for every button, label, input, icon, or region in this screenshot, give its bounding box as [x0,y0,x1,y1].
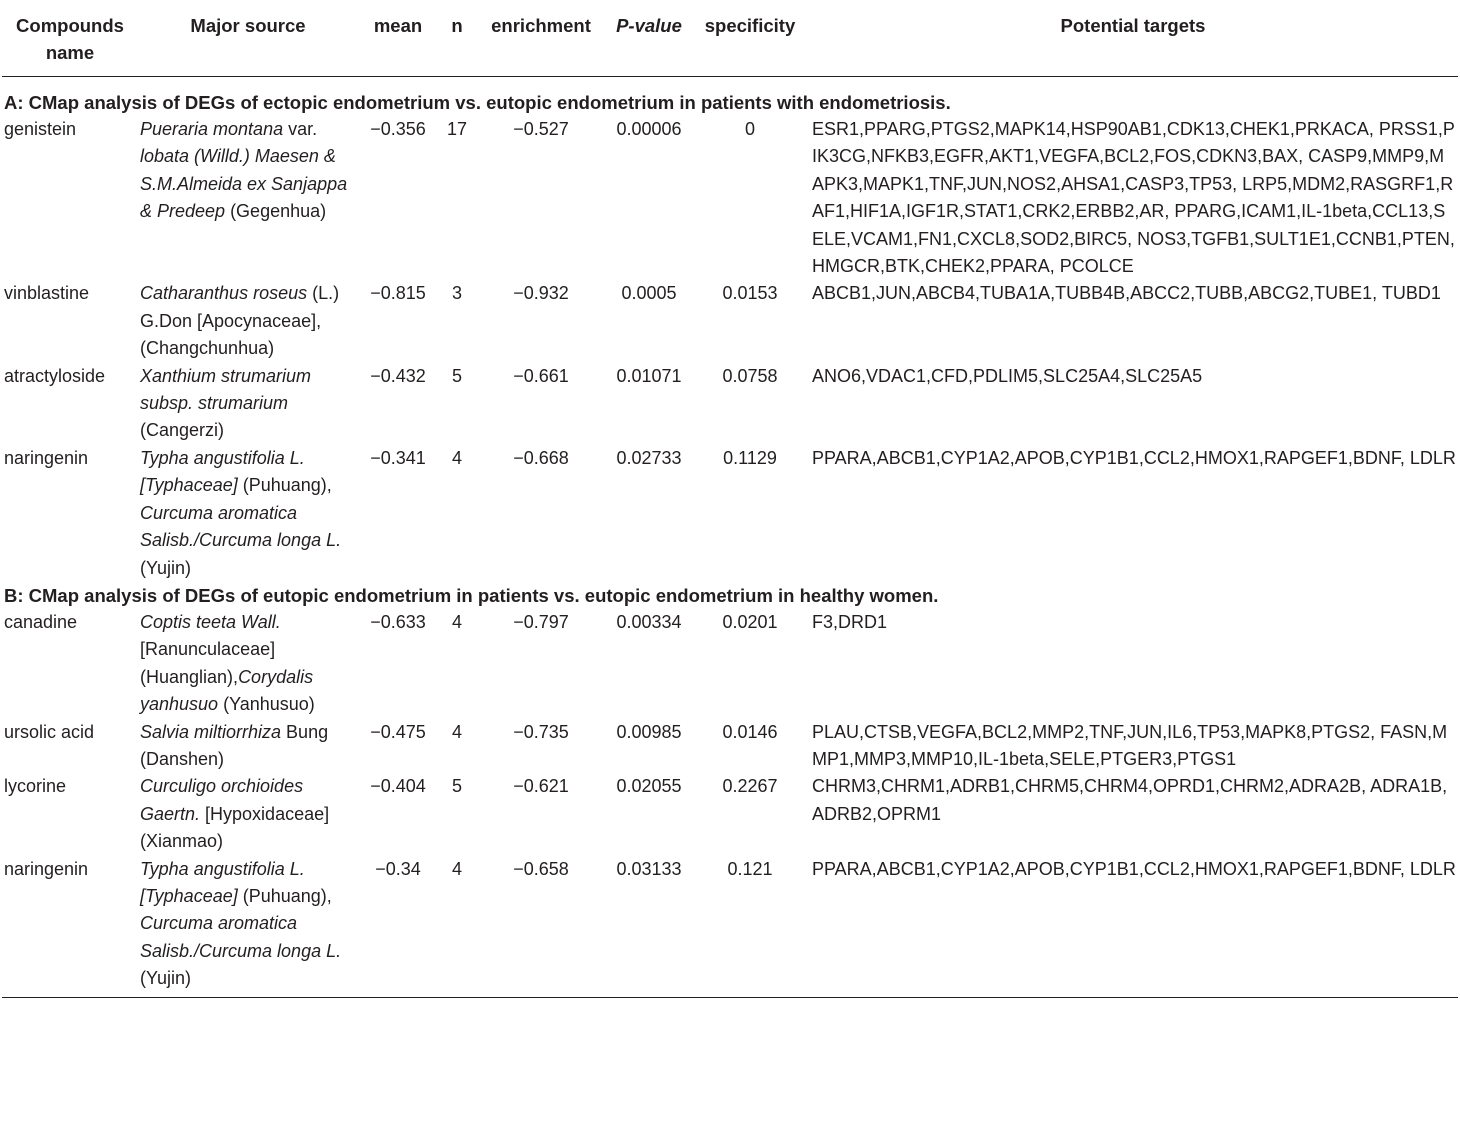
source-italic: Pueraria montana [140,119,284,139]
source-text: (Puhuang), [237,475,332,496]
major-source [138,445,358,582]
mean-value: −0.356 [370,119,426,139]
header-pvalue: P-value [616,15,682,36]
enrichment-value: −0.658 [513,858,569,879]
compound-name: atractyloside [4,365,106,386]
enrichment-value: −0.621 [513,776,569,797]
specificity-value: 0.2267 [722,776,778,797]
source-text: (Yujin) [140,968,192,989]
potential-targets: PLAU,CTSB,VEGFA,BCL2,MMP2,TNF,JUN,IL6,TP53,MAPK8,PTGS2, FASN,MMP1,MMP3,MMP10,IL-1beta,SELE,PTGER3,PTGS1 [812,721,1448,769]
mean-value: −0.475 [370,721,426,742]
section-b-heading-row [2,582,1458,609]
specificity-value: 0.0146 [722,721,778,742]
pvalue-value: 0.0005 [621,283,677,304]
potential-targets: PPARA,ABCB1,CYP1A2,APOB,CYP1B1,CCL2,HMOX1,RAPGEF1,BDNF, LDLR [812,858,1456,879]
specificity-value: 0.121 [727,858,773,879]
potential-targets: ABCB1,JUN,ABCB4,TUBA1A,TUBB4B,ABCC2,TUBB,ABCG2,TUBE1, TUBD1 [812,283,1441,304]
potential-targets: F3,DRD1 [812,611,888,632]
enrichment-value: −0.735 [513,721,569,742]
mean-value: −0.404 [370,776,426,797]
major-source [138,280,358,362]
source-italic: Typha angustifolia L. [Typhaceae] [140,447,305,496]
source-italic: Catharanthus roseus [140,283,308,304]
source-text: (Gegenhua) [225,201,327,222]
specificity-value: 0.0153 [722,283,778,304]
n-value: 5 [451,365,462,386]
pvalue-value: 0.02733 [616,447,682,468]
specificity-value: 0 [744,119,755,139]
major-source [138,719,358,774]
header-enrichment: enrichment [491,15,591,36]
header-mean: mean [373,15,423,36]
section-a-heading-row [2,77,1458,117]
compound-name: ursolic acid [4,721,95,742]
table-row [2,856,1458,998]
mean-value: −0.341 [370,447,426,468]
n-value: 4 [451,858,462,879]
potential-targets: ESR1,PPARG,PTGS2,MAPK14,HSP90AB1,CDK13,CHEK1,PRKACA, PRSS1,PIK3CG,NFKB3,EGFR,AKT1,VEGFA,BCL2,FOS,CDKN3,BAX, CASP9,MMP9,MAPK3,MAPK1,TNF,JUN,NOS2,AHSA1,CASP3,TP53, LRP5,MDM2,RASGRF1,RAF1,HIF1A,IGF1R,STAT1,CRK2,ERBB2,AR, PPARG,ICAM1,IL-1beta,CCL13,SELE,VCAM1,FN1,CXCL8,SOD2,BIRC5, NOS3,TGFB1,SULT1E1,CCNB1,PTEN,HMGCR,BTK,CHEK2,PPARA, PCOLCE [812,119,1455,277]
enrichment-value: −0.668 [513,447,569,468]
pvalue-value: 0.00334 [616,611,682,632]
mean-value: −0.815 [370,283,426,304]
source-italic: Salvia miltiorrhiza [140,721,282,742]
source-text: (L.) G.Don [Apocynaceae], (Changchunhua) [140,283,340,359]
source-text: [Hypoxidaceae] (Xianmao) [140,803,330,852]
source-text: (Yujin) [140,557,192,578]
pvalue-value: 0.02055 [616,776,682,797]
source-text: (Puhuang), [237,885,332,906]
enrichment-value: −0.797 [513,611,569,632]
pvalue-value: 0.00006 [616,119,682,139]
pvalue-value: 0.00985 [616,721,682,742]
n-value: 4 [451,611,462,632]
specificity-value: 0.0758 [722,365,778,386]
header-n: n [451,15,463,36]
mean-value: −0.34 [375,858,421,879]
compound-name: genistein [4,119,77,139]
source-text: Bung (Danshen) [140,721,329,769]
table-row [2,719,1458,774]
enrichment-value: −0.661 [513,365,569,386]
source-italic: Typha angustifolia L. [Typhaceae] [140,858,305,906]
source-text: (Cangerzi) [140,420,225,441]
header-compound: Compounds name [16,15,124,63]
potential-targets: PPARA,ABCB1,CYP1A2,APOB,CYP1B1,CCL2,HMOX1,RAPGEF1,BDNF, LDLR [812,447,1456,468]
enrichment-value: −0.527 [513,119,569,139]
n-value: 17 [446,119,468,139]
pvalue-value: 0.01071 [616,365,682,386]
source-italic: Xanthium strumarium subsp. strumarium [140,365,312,414]
n-value: 3 [451,283,462,304]
source-text: var. [283,119,318,139]
compound-name: naringenin [4,858,89,879]
table-row [2,609,1458,719]
pvalue-value: 0.03133 [616,858,682,879]
source-italic: Curcuma aromatica Salisb./Curcuma longa L. [140,502,342,551]
n-value: 4 [451,447,462,468]
major-source [138,773,358,855]
table-row [2,445,1458,582]
specificity-value: 0.0201 [722,611,778,632]
table-header [2,0,1458,77]
source-italic: Coptis teeta Wall. [140,611,281,632]
section-b-title: B: CMap analysis of DEGs of eutopic endometrium in patients vs. eutopic endometrium in healthy women. [4,584,939,606]
potential-targets: ANO6,VDAC1,CFD,PDLIM5,SLC25A4,SLC25A5 [812,365,1203,386]
source-italic: Corydalis yanhusuo [140,666,314,715]
major-source [138,363,358,445]
header-specificity: specificity [704,15,796,36]
source-text: [Ranunculaceae] (Huanglian), [140,639,276,687]
header-source: Major source [190,15,306,36]
mean-value: −0.432 [370,365,426,386]
table-row [2,116,1458,280]
header-targets: Potential targets [1060,15,1206,36]
n-value: 4 [451,721,462,742]
n-value: 5 [451,776,462,797]
mean-value: −0.633 [370,611,426,632]
major-source [138,609,358,719]
section-a-title: A: CMap analysis of DEGs of ectopic endometrium vs. eutopic endometrium in patients with endometriosis. [4,92,951,113]
source-text: (Yanhusuo) [218,694,315,715]
table-row [2,363,1458,445]
compound-name: vinblastine [4,283,90,304]
specificity-value: 0.1129 [723,447,777,468]
source-italic: lobata (Willd.) Maesen & S.M.Almeida ex Sanjappa & Predeep [140,146,348,222]
table-row [2,773,1458,855]
compound-name: naringenin [4,447,89,468]
compound-name: canadine [4,611,78,632]
table-row [2,280,1458,362]
header-row [2,0,1458,77]
source-italic: Curculigo orchioides Gaertn. [140,776,304,824]
enrichment-value: −0.932 [513,283,569,304]
compound-name: lycorine [4,776,67,797]
source-italic: Curcuma aromatica Salisb./Curcuma longa L. [140,913,342,961]
cmap-results-table [2,0,1458,998]
table-body [2,77,1458,998]
potential-targets: CHRM3,CHRM1,ADRB1,CHRM5,CHRM4,OPRD1,CHRM2,ADRA2B, ADRA1B,ADRB2,OPRM1 [812,776,1448,824]
major-source [138,856,358,998]
major-source [138,116,358,280]
